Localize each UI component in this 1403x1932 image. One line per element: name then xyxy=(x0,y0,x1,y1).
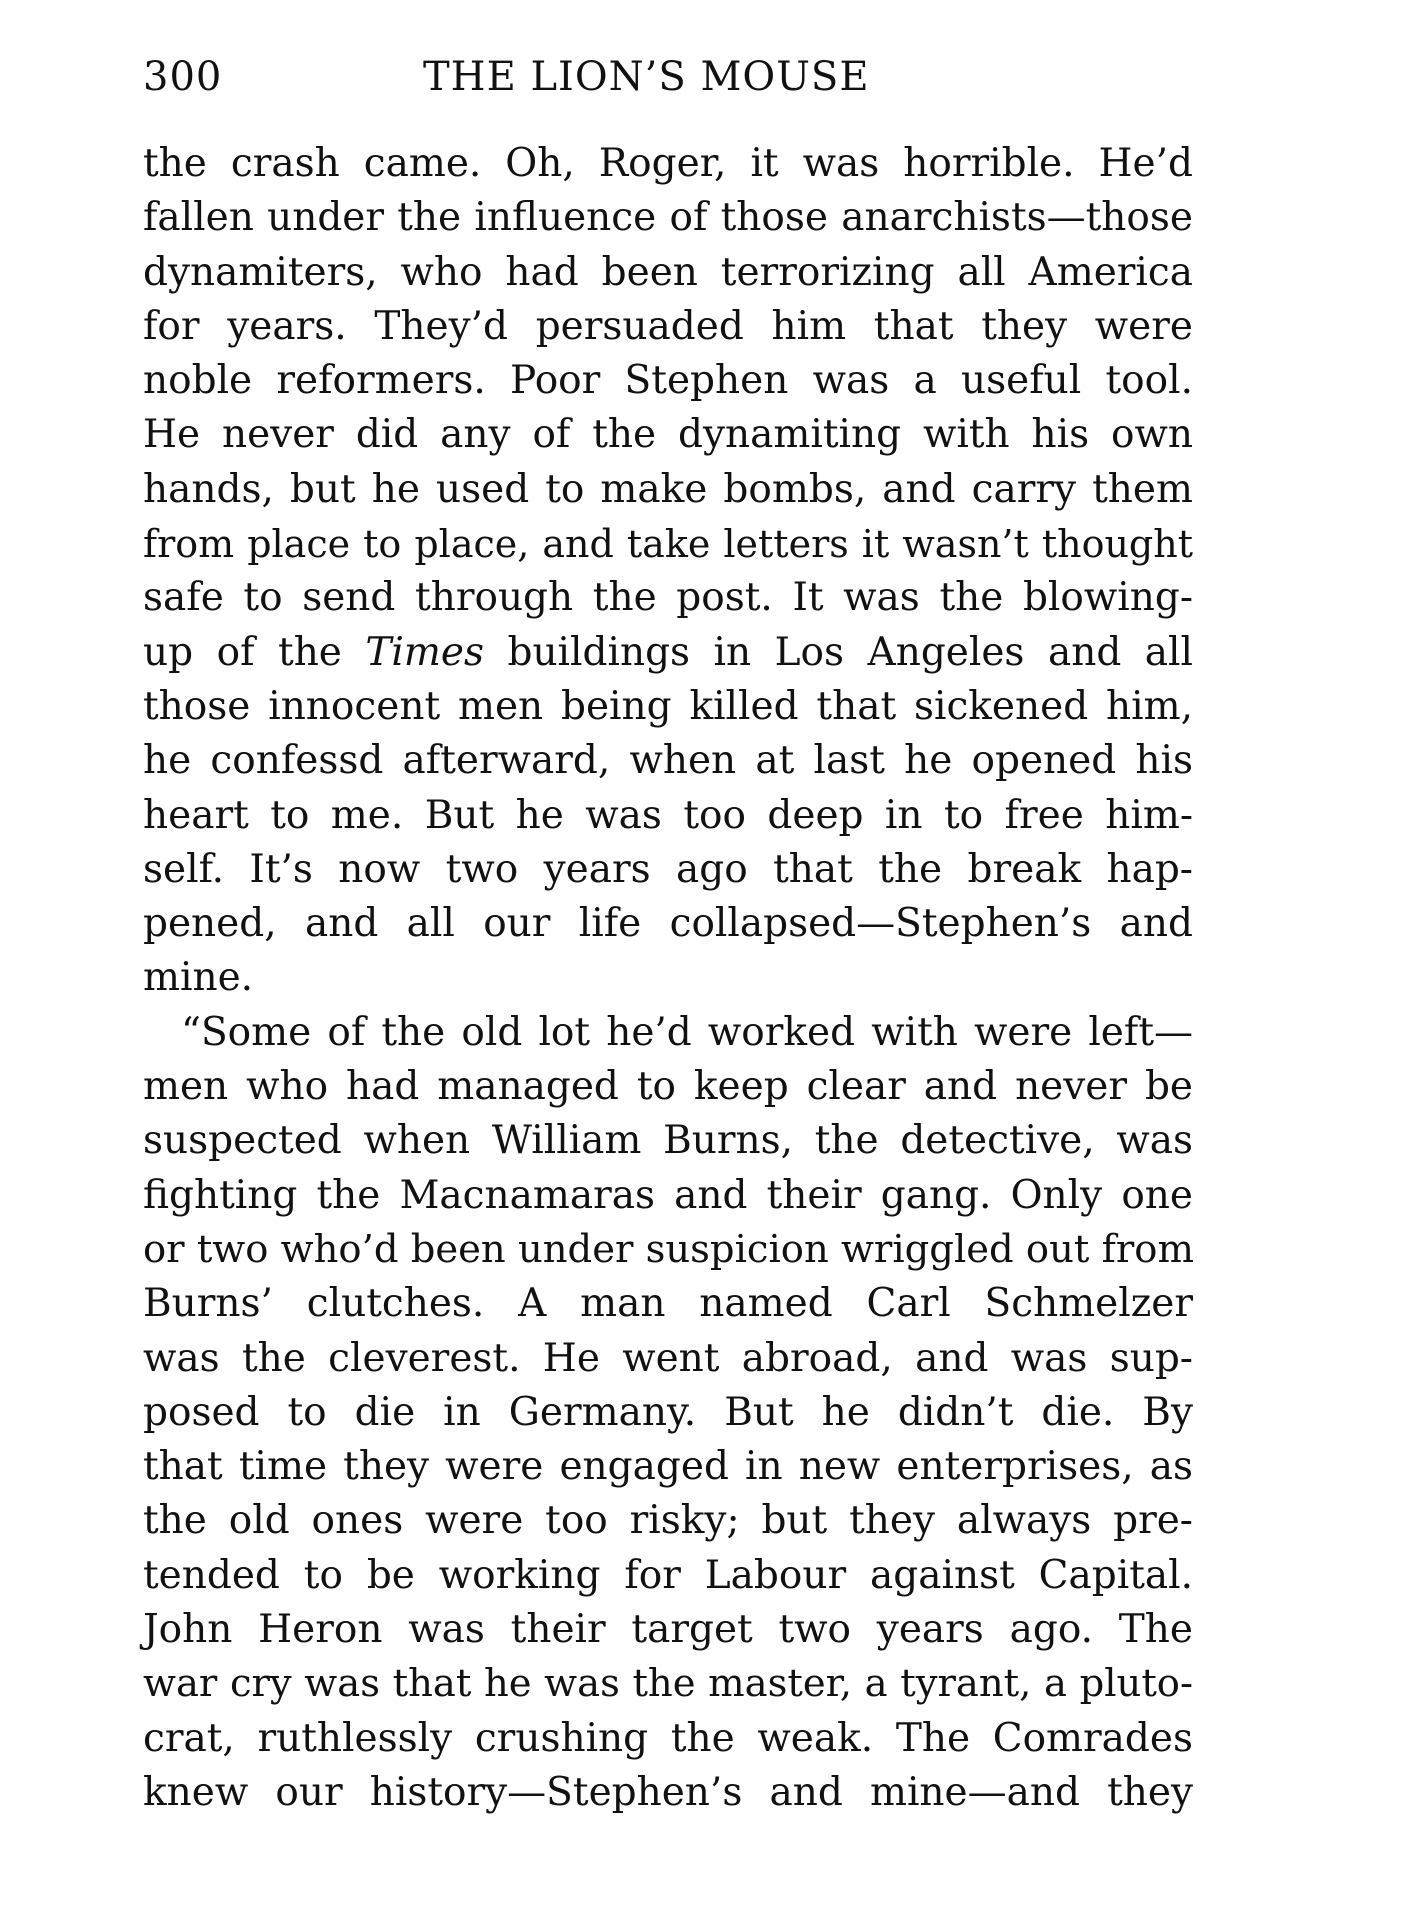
text-line: knew our history—Stephen’s and mine—and they xyxy=(143,1769,1193,1815)
italic-title: Times xyxy=(365,629,484,675)
text-line: self. It’s now two years ago that the break hap- xyxy=(143,846,1193,892)
text-line: for years. They’d persuaded him that they were xyxy=(143,303,1193,349)
text-line: John Heron was their target two years ago. The xyxy=(143,1607,1193,1653)
text-line: war cry was that he was the master, a tyrant, a pluto- xyxy=(143,1661,1193,1707)
page-number: 300 xyxy=(143,54,223,100)
text-line: he confessd afterward, when at last he opened his xyxy=(143,738,1193,784)
body-text xyxy=(143,137,1193,1820)
text-line: pened, and all our life collapsed—Stephen’s and xyxy=(143,901,1193,947)
text-line: from place to place, and take letters it wasn’t thought xyxy=(143,522,1193,567)
text-line xyxy=(143,626,1193,680)
text-line: fighting the Macnamaras and their gang. Only one xyxy=(143,1172,1193,1218)
text-line: noble reformers. Poor Stephen was a useful tool. xyxy=(143,358,1193,404)
text-line: safe to send through the post. It was the blowing- xyxy=(143,575,1193,621)
text-line: fallen under the influence of those anarchists—those xyxy=(143,195,1193,241)
text-fragment: up of the xyxy=(143,629,366,675)
text-line: heart to me. But he was too deep in to free him- xyxy=(143,792,1193,838)
page-header xyxy=(143,54,1193,114)
text-line: posed to die in Germany. But he didn’t die. By xyxy=(143,1389,1193,1435)
text-fragment: buildings in Los Angeles and all xyxy=(483,629,1194,675)
paragraph xyxy=(143,137,1193,1006)
text-line: mine. xyxy=(143,955,254,1001)
text-line: suspected when William Burns, the detective, was xyxy=(143,1118,1193,1164)
text-line: tended to be working for Labour against Capital. xyxy=(143,1552,1193,1598)
text-line: crat, ruthlessly crushing the weak. The Comrades xyxy=(143,1715,1193,1761)
text-line: “Some of the old lot he’d worked with were left— xyxy=(181,1009,1193,1055)
text-line: Burns’ clutches. A man named Carl Schmelzer xyxy=(143,1281,1193,1327)
text-line: those innocent men being killed that sickened him, xyxy=(143,683,1193,729)
text-line: hands, but he used to make bombs, and carry them xyxy=(143,466,1193,512)
text-line: or two who’d been under suspicion wriggled out from xyxy=(143,1226,1194,1272)
text-line: was the cleverest. He went abroad, and was sup- xyxy=(143,1335,1193,1381)
text-line: the old ones were too risky; but they always pre- xyxy=(143,1498,1193,1544)
paragraph xyxy=(143,1006,1193,1820)
running-title: THE LION’S MOUSE xyxy=(423,54,870,100)
text-line: the crash came. Oh, Roger, it was horrible. He’d xyxy=(143,141,1193,186)
text-line: He never did any of the dynamiting with his own xyxy=(143,412,1193,458)
text-line: dynamiters, who had been terrorizing all America xyxy=(143,249,1193,295)
text-line: men who had managed to keep clear and never be xyxy=(143,1064,1193,1110)
text-line: that time they were engaged in new enterprises, as xyxy=(143,1444,1193,1490)
